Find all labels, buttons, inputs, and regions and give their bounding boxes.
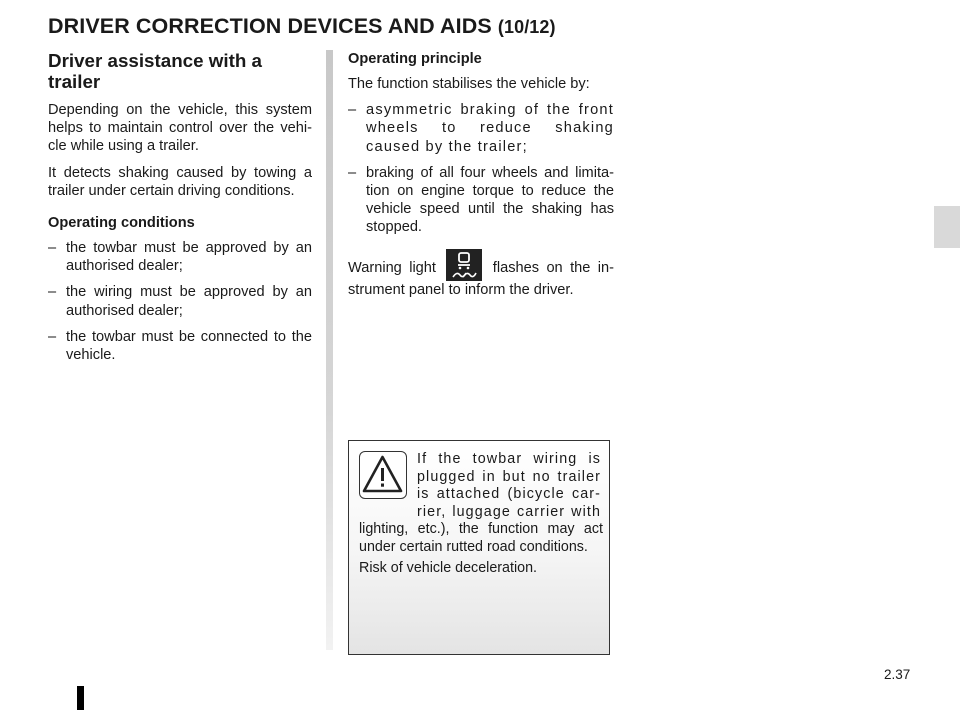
warning-triangle-icon	[359, 451, 407, 499]
page-title-text: DRIVER CORRECTION DEVICES AND AIDS	[48, 14, 492, 38]
principle-intro: The function stabilises the vehicle by:	[348, 76, 590, 92]
condition-text: the towbar must be approved by an authorised dealer;	[66, 240, 312, 275]
condition-text: the towbar must be connected to the vehicle.	[66, 328, 312, 364]
left-column	[48, 50, 312, 372]
warning-box	[348, 440, 610, 655]
condition-item	[48, 283, 312, 319]
condition-item	[48, 328, 312, 364]
warning-text-continued: lighting, etc.), the function may act under certain rutted road conditions.	[359, 521, 603, 555]
conditions-list	[48, 239, 312, 364]
condition-item	[48, 239, 312, 275]
section-subtitle: Driver assistance with a trailer	[48, 50, 263, 92]
detection-paragraph: It detects shaking caused by towing a trailer under certain driving conditions.	[48, 164, 312, 199]
intro-paragraph: Depending on the vehicle, this system helps to maintain control over the vehi-cle while using a trailer.	[48, 102, 312, 155]
condition-text: the wiring must be approved by an authorised dealer;	[66, 284, 312, 319]
principle-list	[348, 101, 614, 236]
dash-marker: –	[48, 328, 57, 345]
column-divider	[326, 50, 333, 650]
warning-light-paragraph	[348, 249, 614, 299]
page-title	[48, 14, 556, 39]
page-part-indicator: (10/12)	[497, 17, 556, 37]
dash-marker: –	[48, 284, 57, 301]
warning-light-label: Warning light	[348, 259, 436, 276]
principle-text: braking of all four wheels and limita-tion on engine torque to reduce the vehicle speed until the shaking has stopped.	[366, 164, 614, 236]
page-number: 2.37	[884, 667, 911, 682]
principle-item	[348, 164, 614, 237]
right-column	[348, 50, 614, 307]
warning-text-top: If the towbar wiring is plugged in but no trailer is attached (bicycle car-rier, luggage carrier with	[417, 451, 601, 520]
dash-marker: –	[48, 240, 57, 257]
principle-item	[348, 101, 614, 156]
principle-text: asymmetric braking of the front wheels to reduce shaking caused by the trailer;	[366, 102, 614, 155]
corner-mark	[77, 686, 84, 710]
warning-risk-text: Risk of vehicle deceleration.	[359, 560, 538, 576]
operating-conditions-heading: Operating conditions	[48, 215, 195, 232]
stability-control-warning-icon	[446, 249, 482, 281]
dash-marker: –	[348, 102, 358, 119]
warning-light-text: flashes on the in-strument panel to inform the driver.	[348, 259, 614, 298]
chapter-side-tab	[934, 206, 960, 248]
dash-marker: –	[348, 164, 357, 181]
operating-principle-heading: Operating principle	[348, 51, 482, 67]
